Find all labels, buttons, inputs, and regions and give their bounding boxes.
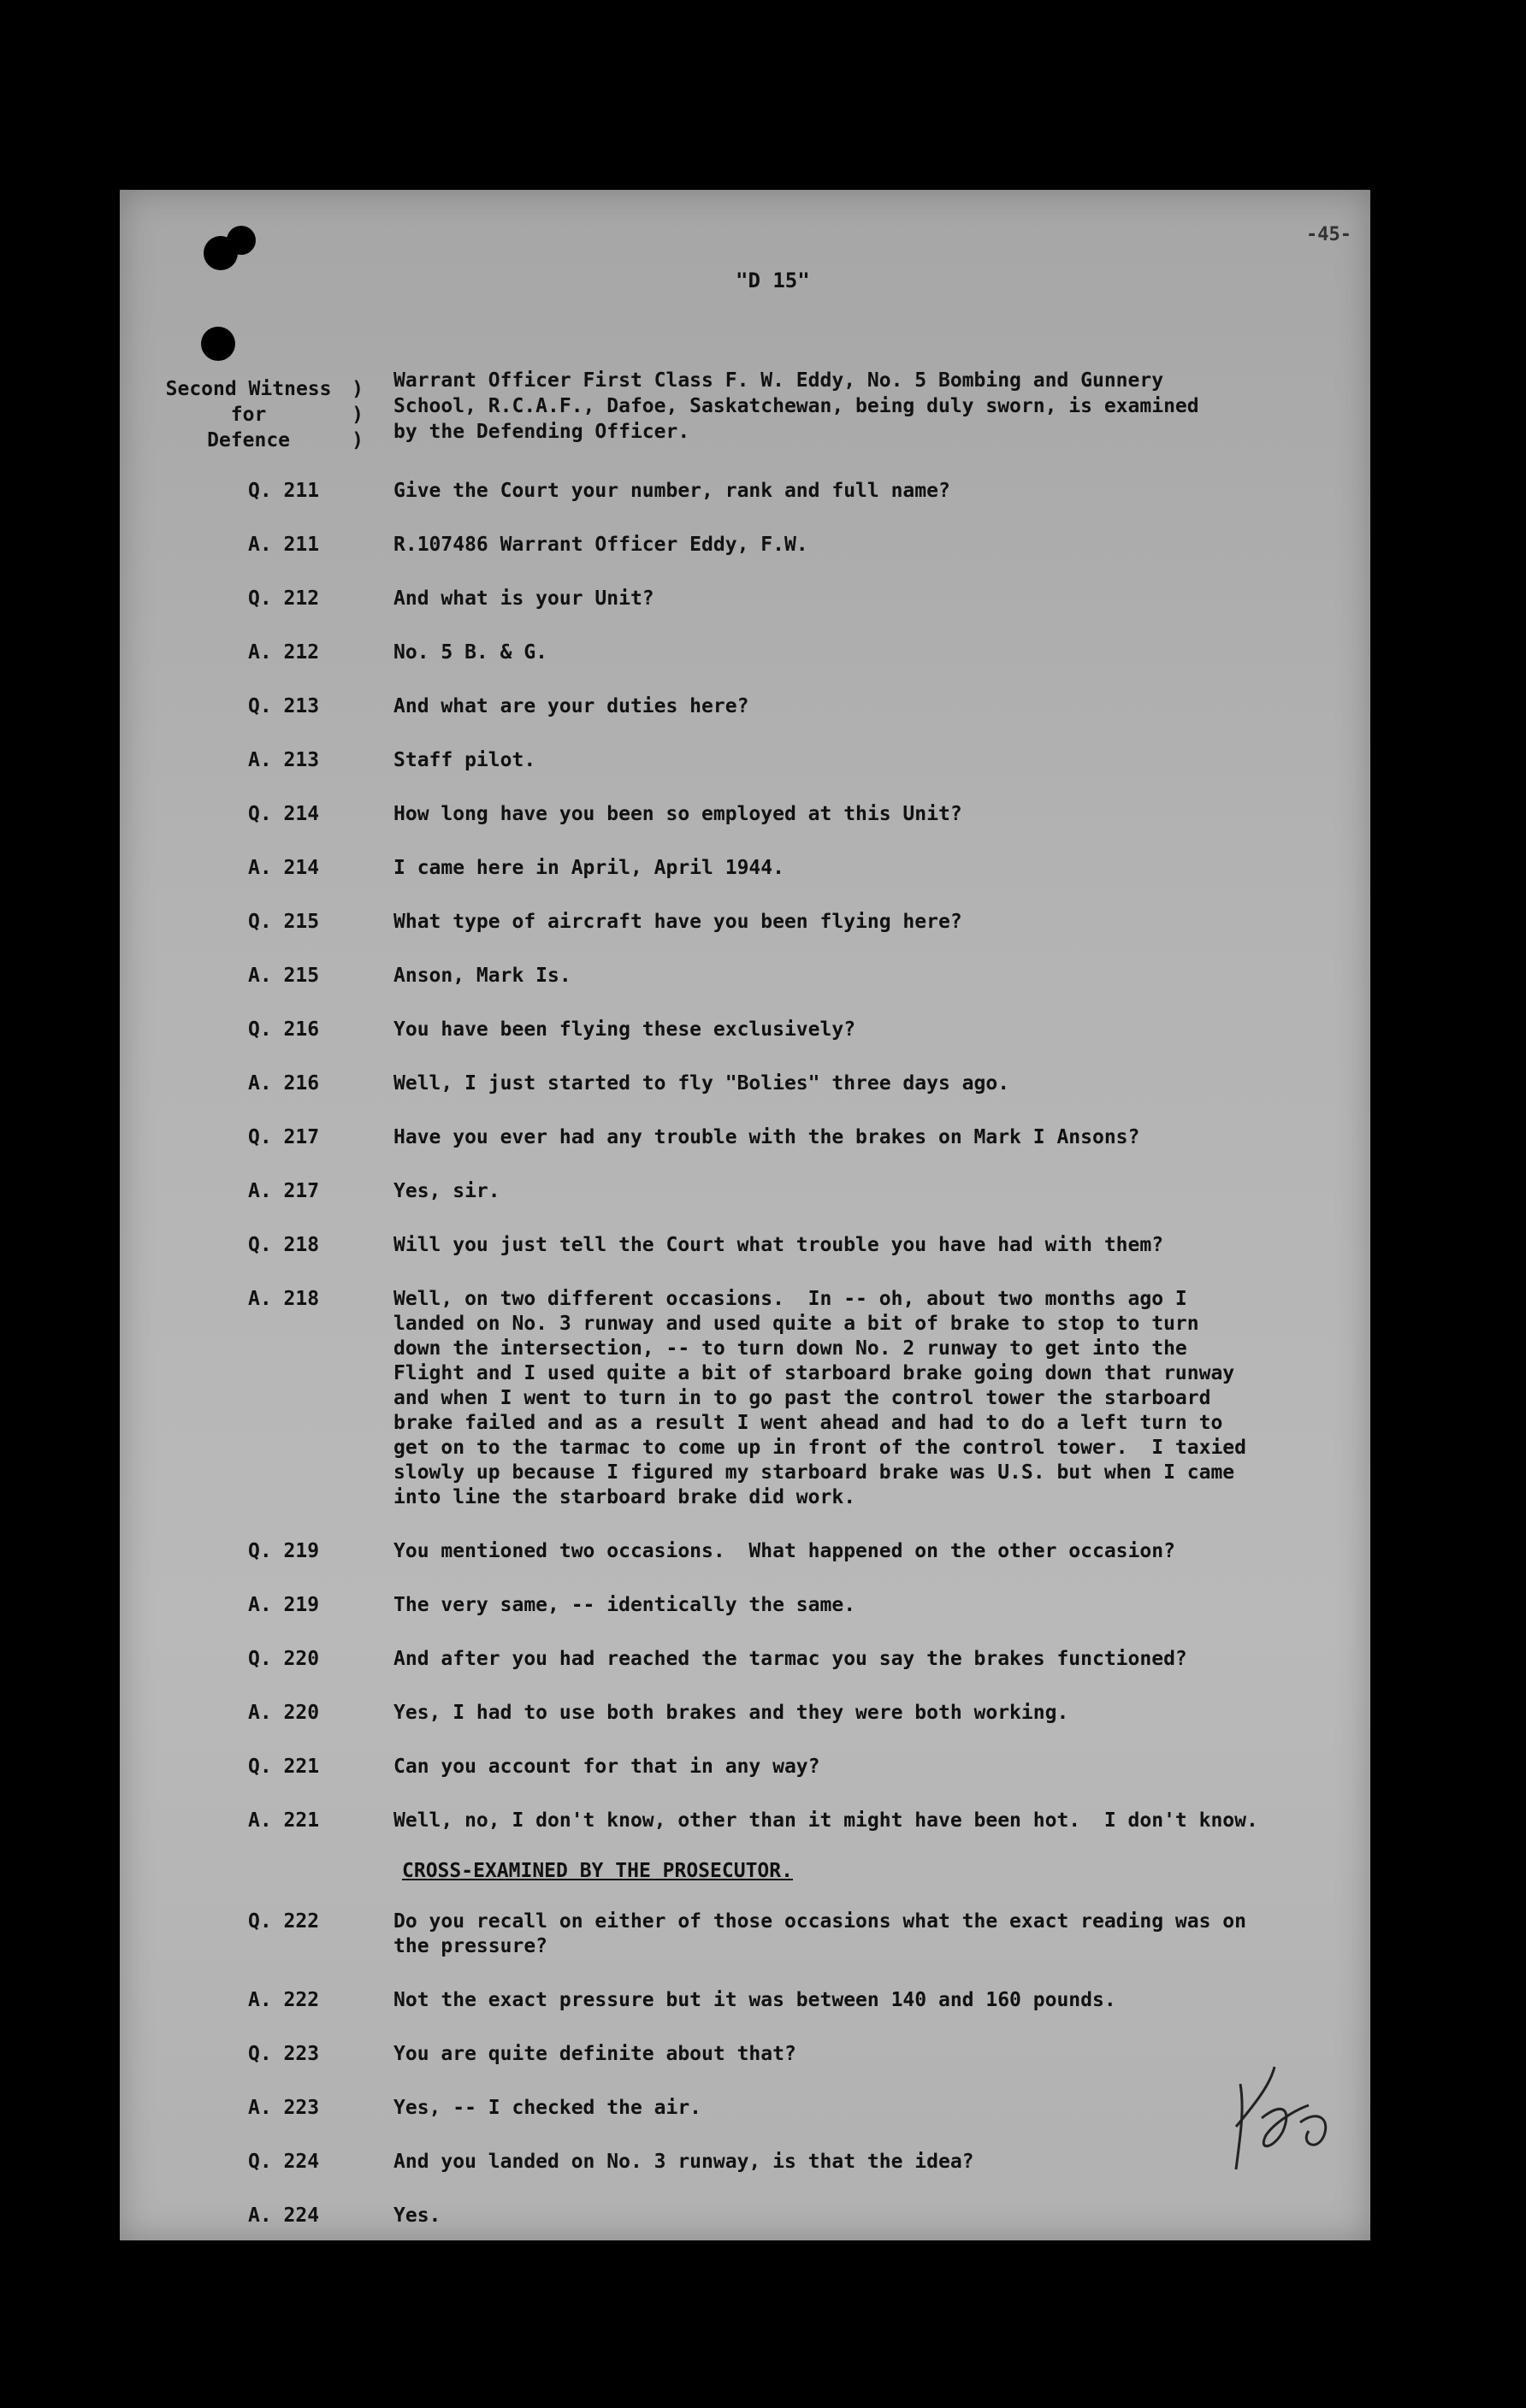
testimony-row	[222, 533, 1360, 558]
punch-hole-mark	[201, 327, 235, 361]
testimony-row	[222, 1125, 1360, 1150]
question-answer-number: A. 211	[248, 534, 320, 556]
testimony-text: What type of aircraft have you been flying here?	[393, 911, 962, 933]
intro-line: School, R.C.A.F., Dafoe, Saskatchewan, being duly sworn, is examined	[393, 395, 1199, 417]
testimony-row	[222, 964, 1360, 989]
testimony-text: Yes, -- I checked the air.	[393, 2097, 702, 2119]
question-answer-number: A. 223	[248, 2097, 320, 2119]
testimony-row	[222, 856, 1360, 881]
testimony-text: Do you recall on either of those occasions what the exact reading was on the pressure?	[393, 1910, 1246, 1957]
testimony-row	[222, 1809, 1360, 1833]
question-answer-number: A. 215	[248, 965, 320, 987]
testimony-row	[222, 479, 1360, 504]
testimony-text: And what are your duties here?	[393, 695, 749, 717]
question-answer-number: Q. 219	[248, 1540, 320, 1562]
question-answer-number: A. 213	[248, 749, 320, 771]
question-answer-number: Q. 221	[248, 1756, 320, 1778]
question-answer-number: A. 221	[248, 1809, 320, 1832]
question-answer-number: A. 220	[248, 1702, 320, 1724]
testimony-text: Yes, sir.	[393, 1180, 500, 1202]
witness-side-line: Defence )	[207, 429, 364, 452]
question-answer-number: Q. 217	[248, 1126, 320, 1148]
question-answer-number: Q. 212	[248, 587, 320, 610]
testimony-row	[222, 640, 1360, 665]
testimony-row	[222, 1647, 1360, 1672]
document-page	[120, 190, 1370, 2240]
testimony-row	[222, 2150, 1360, 2175]
testimony-text: Give the Court your number, rank and full name?	[393, 480, 950, 502]
witness-side-line: Second Witness )	[165, 378, 364, 400]
question-answer-number: A. 214	[248, 857, 320, 879]
testimony-row	[222, 2204, 1360, 2228]
testimony-text: I came here in April, April 1944.	[393, 857, 784, 879]
exhibit-label: "D 15"	[736, 269, 810, 292]
testimony-row	[222, 1755, 1360, 1779]
testimony-row	[222, 2096, 1360, 2121]
question-answer-number: Q. 224	[248, 2151, 320, 2173]
testimony-text: Yes, I had to use both brakes and they were both working.	[393, 1702, 1069, 1724]
question-answer-number: Q. 216	[248, 1018, 320, 1041]
testimony-text: You have been flying these exclusively?	[393, 1018, 856, 1041]
testimony-row	[222, 1539, 1360, 1564]
testimony-row	[222, 694, 1360, 719]
testimony-row	[222, 1287, 1360, 1510]
question-answer-number: Q. 223	[248, 2043, 320, 2065]
question-answer-number: Q. 220	[248, 1648, 320, 1670]
testimony-row	[222, 1593, 1360, 1618]
testimony-row	[222, 2042, 1360, 2067]
testimony-row	[222, 1701, 1360, 1726]
testimony-text: Well, no, I don't know, other than it might have been hot. I don't know.	[393, 1809, 1258, 1832]
testimony-text: You mentioned two occasions. What happened on the other occasion?	[393, 1540, 1175, 1562]
question-answer-number: A. 217	[248, 1180, 320, 1202]
question-answer-number: A. 218	[248, 1288, 320, 1310]
testimony-text: And you landed on No. 3 runway, is that the idea?	[393, 2151, 974, 2173]
question-answer-number: A. 216	[248, 1072, 320, 1095]
punch-hole-mark	[227, 226, 256, 255]
question-answer-number: A. 219	[248, 1594, 320, 1616]
testimony-text: Well, I just started to fly "Bolies" three days ago.	[393, 1072, 1010, 1095]
cross-examination-heading: CROSS-EXAMINED BY THE PROSECUTOR.	[402, 1860, 793, 1882]
testimony-row	[222, 802, 1360, 827]
page-number: -45-	[1306, 224, 1352, 245]
testimony-text: Will you just tell the Court what trouble you have had with them?	[393, 1234, 1164, 1256]
testimony-text: The very same, -- identically the same.	[393, 1594, 856, 1616]
testimony-text: Anson, Mark Is.	[393, 965, 571, 987]
question-answer-number: Q. 218	[248, 1234, 320, 1256]
testimony-row	[222, 910, 1360, 935]
initials-signature	[1223, 2050, 1352, 2178]
testimony-row	[222, 1071, 1360, 1096]
question-answer-number: A. 222	[248, 1989, 320, 2011]
question-answer-number: Q. 222	[248, 1910, 320, 1933]
question-answer-number: Q. 215	[248, 911, 320, 933]
testimony-text: Have you ever had any trouble with the brakes on Mark I Ansons?	[393, 1126, 1140, 1148]
witness-introduction	[393, 368, 1352, 445]
testimony-text: Yes.	[393, 2204, 441, 2227]
witness-side-label	[145, 376, 364, 453]
testimony-text: Not the exact pressure but it was between 140 and 160 pounds.	[393, 1989, 1116, 2011]
testimony-row	[222, 1018, 1360, 1042]
intro-line: Warrant Officer First Class F. W. Eddy, No. 5 Bombing and Gunnery	[393, 369, 1164, 392]
intro-line: by the Defending Officer.	[393, 421, 690, 443]
testimony-text: Staff pilot.	[393, 749, 536, 771]
witness-side-line: for )	[230, 404, 364, 426]
question-answer-number: A. 224	[248, 2204, 320, 2227]
testimony-row	[222, 748, 1360, 773]
testimony-text: R.107486 Warrant Officer Eddy, F.W.	[393, 534, 808, 556]
question-answer-number: A. 212	[248, 641, 320, 664]
testimony-row	[222, 1179, 1360, 1204]
question-answer-number: Q. 214	[248, 803, 320, 825]
testimony-text: You are quite definite about that?	[393, 2043, 796, 2065]
question-answer-number: Q. 213	[248, 695, 320, 717]
testimony-list	[222, 479, 1360, 2228]
testimony-row	[222, 1988, 1360, 2013]
testimony-text: Can you account for that in any way?	[393, 1756, 820, 1778]
testimony-row	[222, 587, 1360, 611]
testimony-text: And after you had reached the tarmac you say the brakes functioned?	[393, 1648, 1187, 1670]
testimony-text: And what is your Unit?	[393, 587, 654, 610]
testimony-row	[222, 1233, 1360, 1258]
question-answer-number: Q. 211	[248, 480, 320, 502]
testimony-text: Well, on two different occasions. In -- oh, about two months ago I landed on No. 3 runway and used quite a bit of brake to stop to turn down the intersection, -- to turn down No. 2 runway to get into the Flight and I used quite a bit of starboard brake going down that runway and when I went to turn in to go past the control tower the starboard brake failed and as a result I went ahead and had to do a left turn to get on to the tarmac to come up in front of the control tower. I taxied slowly up because I figured my starboard brake was U.S. but when I came into line the starboard brake did work.	[393, 1288, 1246, 1508]
testimony-row	[222, 1909, 1360, 1959]
testimony-text: No. 5 B. & G.	[393, 641, 548, 664]
testimony-text: How long have you been so employed at this Unit?	[393, 803, 962, 825]
